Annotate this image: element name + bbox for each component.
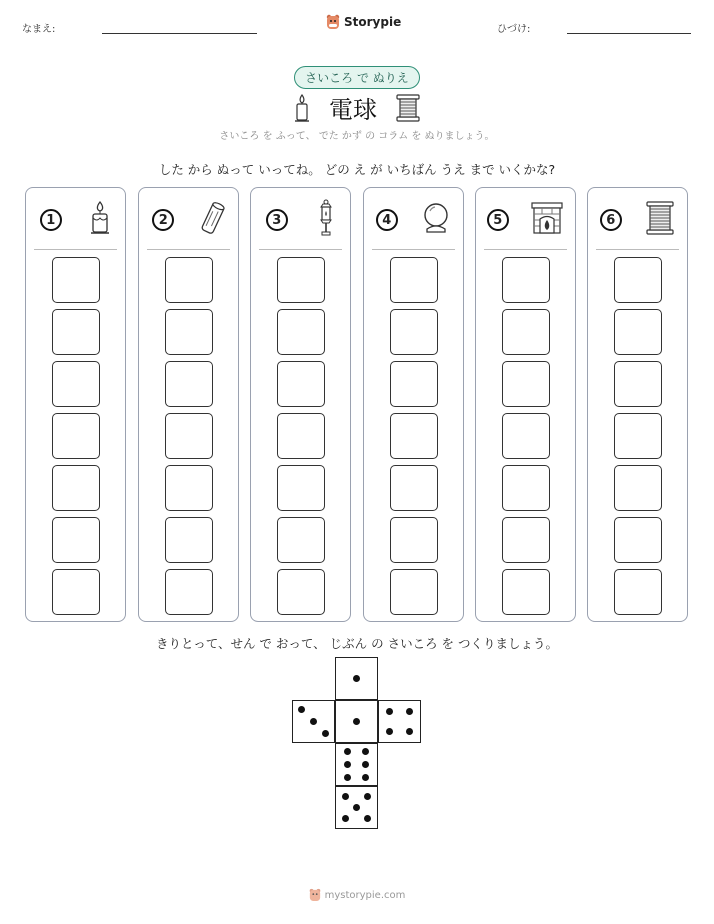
color-cell[interactable] bbox=[52, 257, 100, 303]
log-icon bbox=[201, 200, 225, 240]
die-pip bbox=[310, 718, 317, 725]
column-6 bbox=[587, 187, 688, 622]
die-pip bbox=[364, 815, 371, 822]
column-3 bbox=[250, 187, 351, 622]
column-header bbox=[364, 200, 463, 240]
die-pip bbox=[298, 706, 305, 713]
color-cell[interactable] bbox=[277, 309, 325, 355]
brand-logo bbox=[326, 14, 401, 30]
column-divider bbox=[34, 249, 117, 250]
color-cell[interactable] bbox=[390, 361, 438, 407]
color-cell[interactable] bbox=[614, 413, 662, 459]
title-row bbox=[293, 90, 421, 125]
color-cell[interactable] bbox=[390, 413, 438, 459]
color-cell[interactable] bbox=[502, 569, 550, 615]
column-number: 3 bbox=[266, 209, 288, 231]
color-cell[interactable] bbox=[390, 257, 438, 303]
die-pip bbox=[342, 793, 349, 800]
column-divider bbox=[596, 249, 679, 250]
lantern-icon bbox=[317, 199, 335, 241]
color-cell[interactable] bbox=[614, 309, 662, 355]
color-cell[interactable] bbox=[165, 361, 213, 407]
die-pip bbox=[344, 748, 351, 755]
column-4 bbox=[363, 187, 464, 622]
color-cell[interactable] bbox=[614, 517, 662, 563]
color-cell[interactable] bbox=[502, 413, 550, 459]
color-cell[interactable] bbox=[390, 309, 438, 355]
die-pip bbox=[364, 793, 371, 800]
die-pip bbox=[386, 708, 393, 715]
spool-icon bbox=[395, 93, 421, 123]
column-divider bbox=[259, 249, 342, 250]
die-pip bbox=[406, 728, 413, 735]
storypie-mascot-icon bbox=[309, 888, 321, 902]
cell-stack bbox=[52, 257, 100, 621]
color-cell[interactable] bbox=[502, 361, 550, 407]
cell-stack bbox=[614, 257, 662, 621]
color-cell[interactable] bbox=[502, 465, 550, 511]
column-number: 2 bbox=[152, 209, 174, 231]
die-face bbox=[335, 743, 378, 786]
column-1 bbox=[25, 187, 126, 622]
cell-stack bbox=[277, 257, 325, 621]
color-cell[interactable] bbox=[52, 569, 100, 615]
color-cell[interactable] bbox=[52, 465, 100, 511]
die-face bbox=[335, 700, 378, 743]
die-pip bbox=[322, 730, 329, 737]
fireplace-icon bbox=[530, 201, 564, 239]
subtitle: さいころ を ふって、 でた かず の コラム を ぬりましょう。 bbox=[219, 131, 495, 142]
color-cell[interactable] bbox=[165, 465, 213, 511]
die-pip bbox=[353, 804, 360, 811]
die-pip bbox=[386, 728, 393, 735]
die-face bbox=[335, 657, 378, 700]
die-pip bbox=[362, 774, 369, 781]
color-cell[interactable] bbox=[277, 413, 325, 459]
die-pip bbox=[362, 761, 369, 768]
brand-name: Storypie bbox=[344, 15, 402, 29]
die-pip bbox=[406, 708, 413, 715]
die-pip bbox=[342, 815, 349, 822]
column-divider bbox=[372, 249, 455, 250]
crystal-ball-icon bbox=[421, 201, 451, 239]
column-5 bbox=[475, 187, 576, 622]
cell-stack bbox=[165, 257, 213, 621]
column-header bbox=[251, 200, 350, 240]
color-cell[interactable] bbox=[165, 517, 213, 563]
column-header bbox=[476, 200, 575, 240]
coloring-instruction: した から ぬって いってね。 どの え が いちばん うえ まで いくかな? bbox=[158, 162, 556, 177]
color-cell[interactable] bbox=[52, 309, 100, 355]
color-cell[interactable] bbox=[502, 257, 550, 303]
die-pip bbox=[362, 748, 369, 755]
activity-badge: さいころ で ぬりえ bbox=[294, 66, 420, 89]
color-cell[interactable] bbox=[165, 309, 213, 355]
cell-stack bbox=[502, 257, 550, 621]
column-2 bbox=[138, 187, 239, 622]
color-cell[interactable] bbox=[277, 257, 325, 303]
color-cell[interactable] bbox=[390, 465, 438, 511]
spool-icon bbox=[645, 200, 675, 240]
color-cell[interactable] bbox=[277, 361, 325, 407]
color-cell[interactable] bbox=[277, 517, 325, 563]
column-number: 5 bbox=[487, 209, 509, 231]
color-cell[interactable] bbox=[277, 569, 325, 615]
column-header bbox=[588, 200, 687, 240]
color-cell[interactable] bbox=[614, 569, 662, 615]
die-pip bbox=[353, 718, 360, 725]
column-divider bbox=[484, 249, 567, 250]
column-number: 6 bbox=[600, 209, 622, 231]
candle-icon bbox=[89, 200, 111, 240]
color-cell[interactable] bbox=[502, 517, 550, 563]
color-cell[interactable] bbox=[614, 257, 662, 303]
color-cell[interactable] bbox=[52, 413, 100, 459]
color-cell[interactable] bbox=[52, 517, 100, 563]
color-cell[interactable] bbox=[52, 361, 100, 407]
name-line[interactable] bbox=[102, 33, 257, 34]
color-cell[interactable] bbox=[390, 569, 438, 615]
color-cell[interactable] bbox=[502, 309, 550, 355]
die-face bbox=[378, 700, 421, 743]
column-header bbox=[139, 200, 238, 240]
footer bbox=[309, 888, 406, 902]
footer-url[interactable]: mystorypie.com bbox=[324, 889, 406, 901]
page-title: 電球 bbox=[329, 96, 377, 124]
column-number: 1 bbox=[40, 209, 62, 231]
die-face bbox=[335, 786, 378, 829]
name-label: なまえ: bbox=[22, 24, 56, 35]
storypie-mascot-icon bbox=[326, 14, 340, 30]
column-number: 4 bbox=[376, 209, 398, 231]
die-face bbox=[292, 700, 335, 743]
color-cell[interactable] bbox=[165, 413, 213, 459]
date-line[interactable] bbox=[567, 33, 691, 34]
cut-instruction: きりとって、せん で おって、 じぶん の さいころ を つくりましょう。 bbox=[155, 636, 559, 651]
cell-stack bbox=[390, 257, 438, 621]
color-cell[interactable] bbox=[277, 465, 325, 511]
date-label: ひづけ: bbox=[497, 24, 531, 35]
color-cell[interactable] bbox=[614, 361, 662, 407]
die-pip bbox=[344, 774, 351, 781]
color-cell[interactable] bbox=[165, 257, 213, 303]
candle-icon bbox=[293, 93, 311, 123]
color-cell[interactable] bbox=[165, 569, 213, 615]
column-header bbox=[26, 200, 125, 240]
die-pip bbox=[344, 761, 351, 768]
color-cell[interactable] bbox=[390, 517, 438, 563]
color-cell[interactable] bbox=[614, 465, 662, 511]
die-pip bbox=[353, 675, 360, 682]
column-divider bbox=[147, 249, 230, 250]
